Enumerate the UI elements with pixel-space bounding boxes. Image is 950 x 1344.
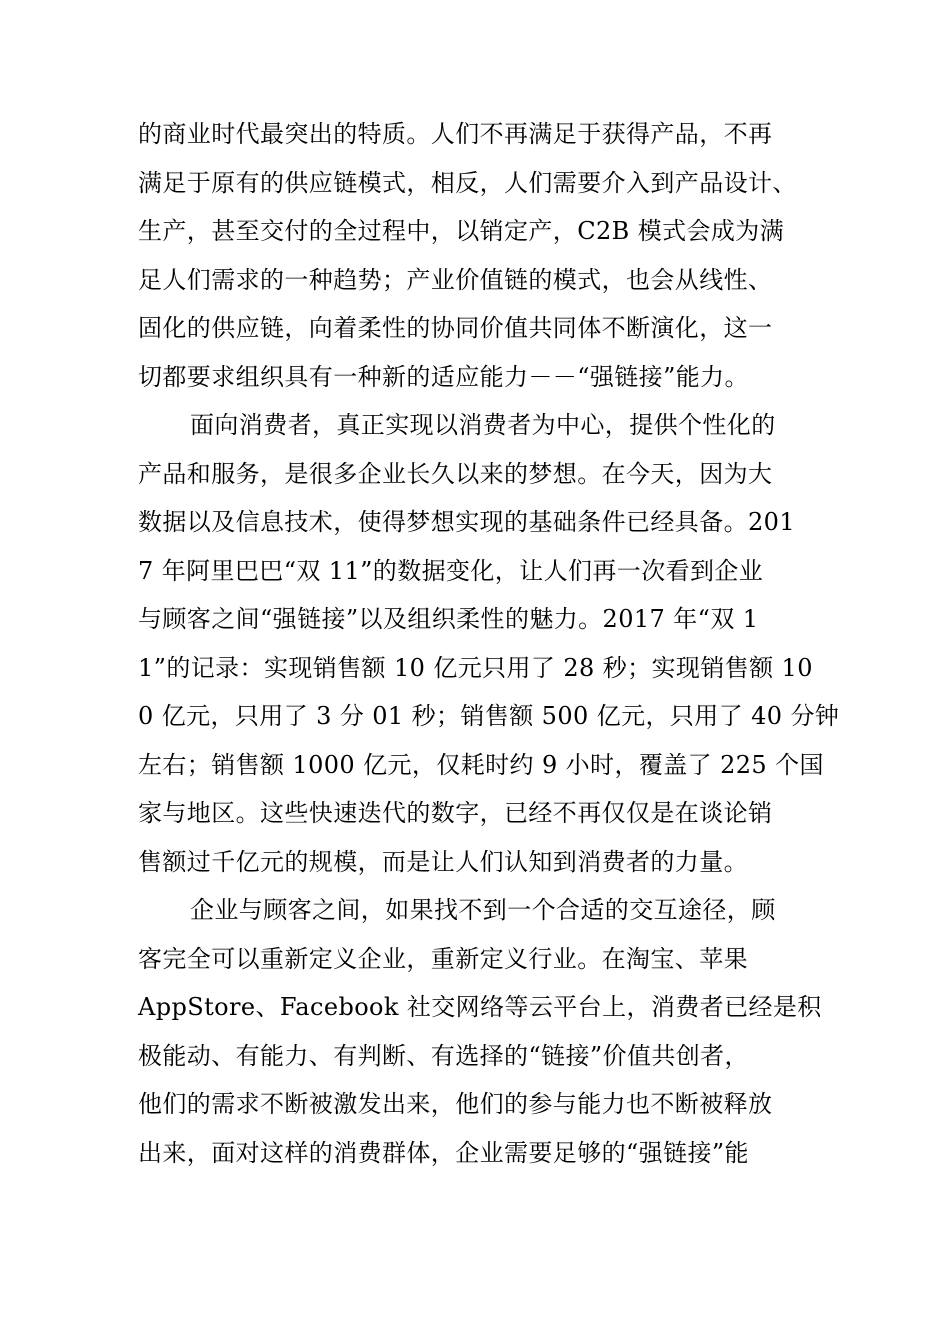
text-line: 极能动、有能力、有判断、有选择的“链接”价值共创者， <box>138 1041 749 1070</box>
text-line: 面向消费者，真正实现以消费者为中心，提供个性化的 <box>190 411 776 439</box>
text-line: 产品和服务，是很多企业长久以来的梦想。在今天，因为大 <box>138 459 773 488</box>
text-line: 售额过千亿元的规模，而是让人们认知到消费者的力量。 <box>138 847 748 876</box>
paragraph-3 <box>138 886 828 1177</box>
paragraph-1 <box>138 110 828 401</box>
text-line: 切都要求组织具有一种新的适应能力－－“强链接”能力。 <box>138 362 749 391</box>
text-line: 左右；销售额 1000 亿元，仅耗时约 9 小时，覆盖了 225 个国 <box>138 750 824 779</box>
text-line: 客完全可以重新定义企业，重新定义行业。在淘宝、苹果 <box>138 944 748 973</box>
body-text <box>138 110 840 1177</box>
text-line: 家与地区。这些快速迭代的数字，已经不再仅仅是在谈论销 <box>138 799 773 827</box>
text-line: 7 年阿里巴巴“双 11”的数据变化，让人们再一次看到企业 <box>138 556 764 585</box>
text-line: 足人们需求的一种趋势；产业价值链的模式，也会从线性、 <box>138 265 773 294</box>
text-line: 数据以及信息技术，使得梦想实现的基础条件已经具备。201 <box>138 508 796 536</box>
paragraph-2 <box>138 401 840 886</box>
text-line: 满足于原有的供应链模式，相反，人们需要介入到产品设计、 <box>138 168 797 197</box>
text-line: 与顾客之间“强链接”以及组织柔性的魅力。2017 年“双 1 <box>138 605 759 633</box>
text-line: AppStore、Facebook 社交网络等云平台上，消费者已经是积 <box>138 993 822 1021</box>
text-line: 固化的供应链，向着柔性的协同价值共同体不断演化，这一 <box>138 314 773 342</box>
text-line: 生产，甚至交付的全过程中，以销定产，C2B 模式会成为满 <box>138 217 785 245</box>
text-line: 出来，面对这样的消费群体，企业需要足够的“强链接”能 <box>138 1138 749 1167</box>
text-line: 0 亿元，只用了 3 分 01 秒；销售额 500 亿元，只用了 40 分钟 <box>138 702 840 730</box>
text-line: 的商业时代最突出的特质。人们不再满足于获得产品，不再 <box>138 120 773 148</box>
text-line: 1”的记录：实现销售额 10 亿元只用了 28 秒；实现销售额 10 <box>138 653 813 682</box>
text-line: 企业与顾客之间，如果找不到一个合适的交互途径，顾 <box>190 896 776 924</box>
text-line: 他们的需求不断被激发出来，他们的参与能力也不断被释放 <box>138 1090 773 1118</box>
